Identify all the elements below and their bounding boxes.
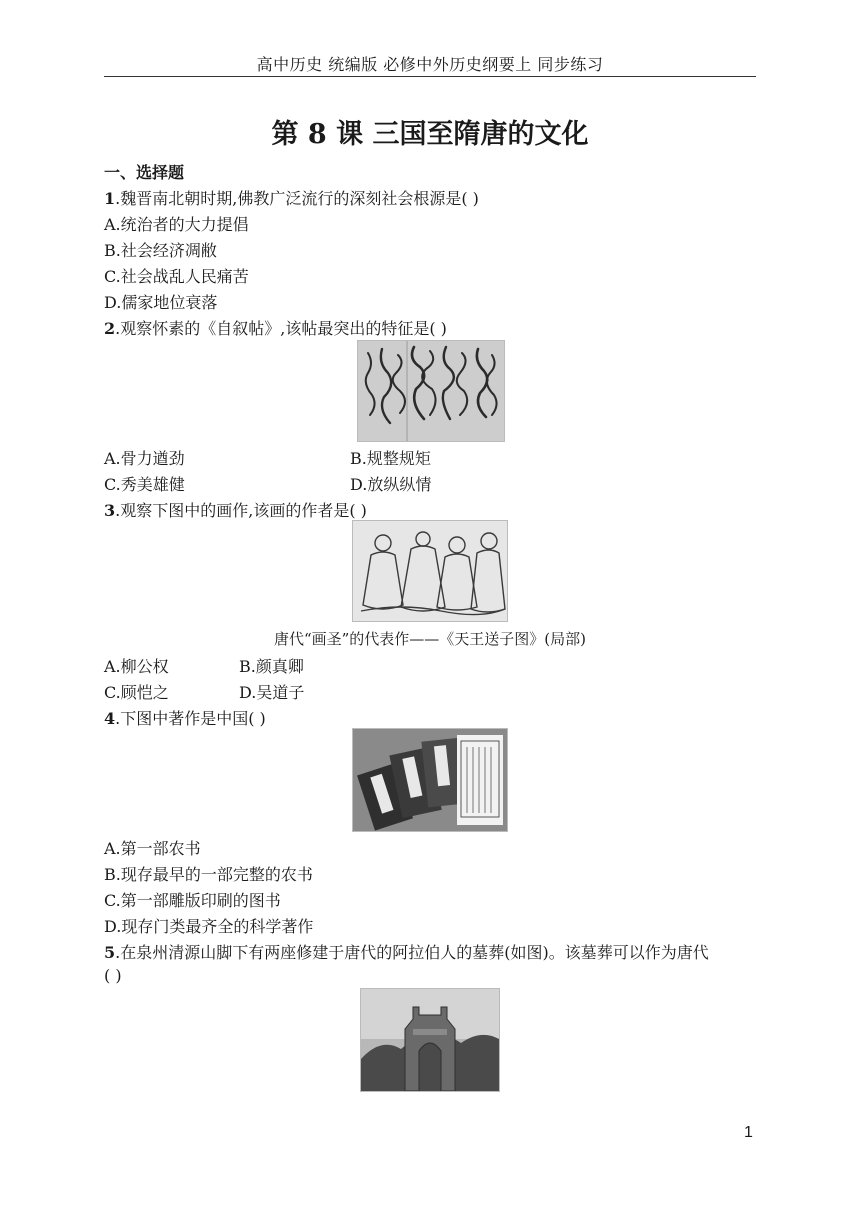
question-number: 5 — [104, 943, 116, 962]
question-3-stem — [104, 498, 367, 521]
question-number: 4 — [104, 709, 116, 728]
question-number: 2 — [104, 319, 116, 338]
q4-option-a: A.第一部农书 — [104, 839, 201, 858]
q1-option-c: C.社会战乱人民痛苦 — [104, 267, 249, 286]
question-number: 3 — [104, 501, 116, 520]
q1-option-d: D.儒家地位衰落 — [104, 293, 218, 312]
question-text: .观察怀素的《自叙帖》,该帖最突出的特征是( ) — [115, 319, 447, 338]
header-rule — [104, 76, 756, 77]
q2-option-b: B.规整规矩 — [350, 449, 431, 468]
q4-option-b: B.现存最早的一部完整的农书 — [104, 865, 313, 884]
lesson-title: 第 8 课 三国至隋唐的文化 — [271, 119, 589, 150]
q2-option-d: D.放纵纵情 — [350, 475, 432, 494]
q3-option-c: C.顾恺之 — [104, 683, 169, 702]
question-2-stem — [104, 316, 447, 339]
question-text: .魏晋南北朝时期,佛教广泛流行的深刻社会根源是( ) — [115, 189, 479, 208]
tomb-gate-image — [360, 988, 500, 1092]
section-heading: 一、选择题 — [104, 163, 185, 182]
q2-option-c: C.秀美雄健 — [104, 475, 185, 494]
calligraphy-image — [357, 340, 505, 442]
q3-option-b: B.颜真卿 — [239, 657, 304, 676]
painting-image — [352, 520, 508, 622]
page-header: 高中历史 统编版 必修中外历史纲要上 同步练习 — [256, 55, 604, 74]
figure-caption: 唐代“画圣”的代表作——《天王送子图》(局部) — [273, 630, 587, 648]
question-4-stem — [104, 706, 266, 729]
q4-option-d: D.现存门类最齐全的科学著作 — [104, 917, 314, 936]
question-number: 1 — [104, 189, 116, 208]
question-1-stem — [104, 186, 479, 209]
question-text: .观察下图中的画作,该画的作者是( ) — [115, 501, 367, 520]
q3-option-a: A.柳公权 — [104, 657, 169, 676]
question-5-stem — [104, 940, 709, 963]
question-5-stem-cont: ( ) — [104, 966, 122, 985]
q3-option-d: D.吴道子 — [239, 683, 305, 702]
q1-option-b: B.社会经济凋敝 — [104, 241, 217, 260]
question-text: .在泉州清源山脚下有两座修建于唐代的阿拉伯人的墓葬(如图)。该墓葬可以作为唐代 — [115, 943, 709, 962]
q4-option-c: C.第一部雕版印刷的图书 — [104, 891, 281, 910]
q2-option-a: A.骨力遒劲 — [104, 449, 185, 468]
page-number: 1 — [744, 1124, 753, 1141]
question-text: .下图中著作是中国( ) — [115, 709, 266, 728]
q1-option-a: A.统治者的大力提倡 — [104, 215, 249, 234]
books-image — [352, 728, 508, 832]
